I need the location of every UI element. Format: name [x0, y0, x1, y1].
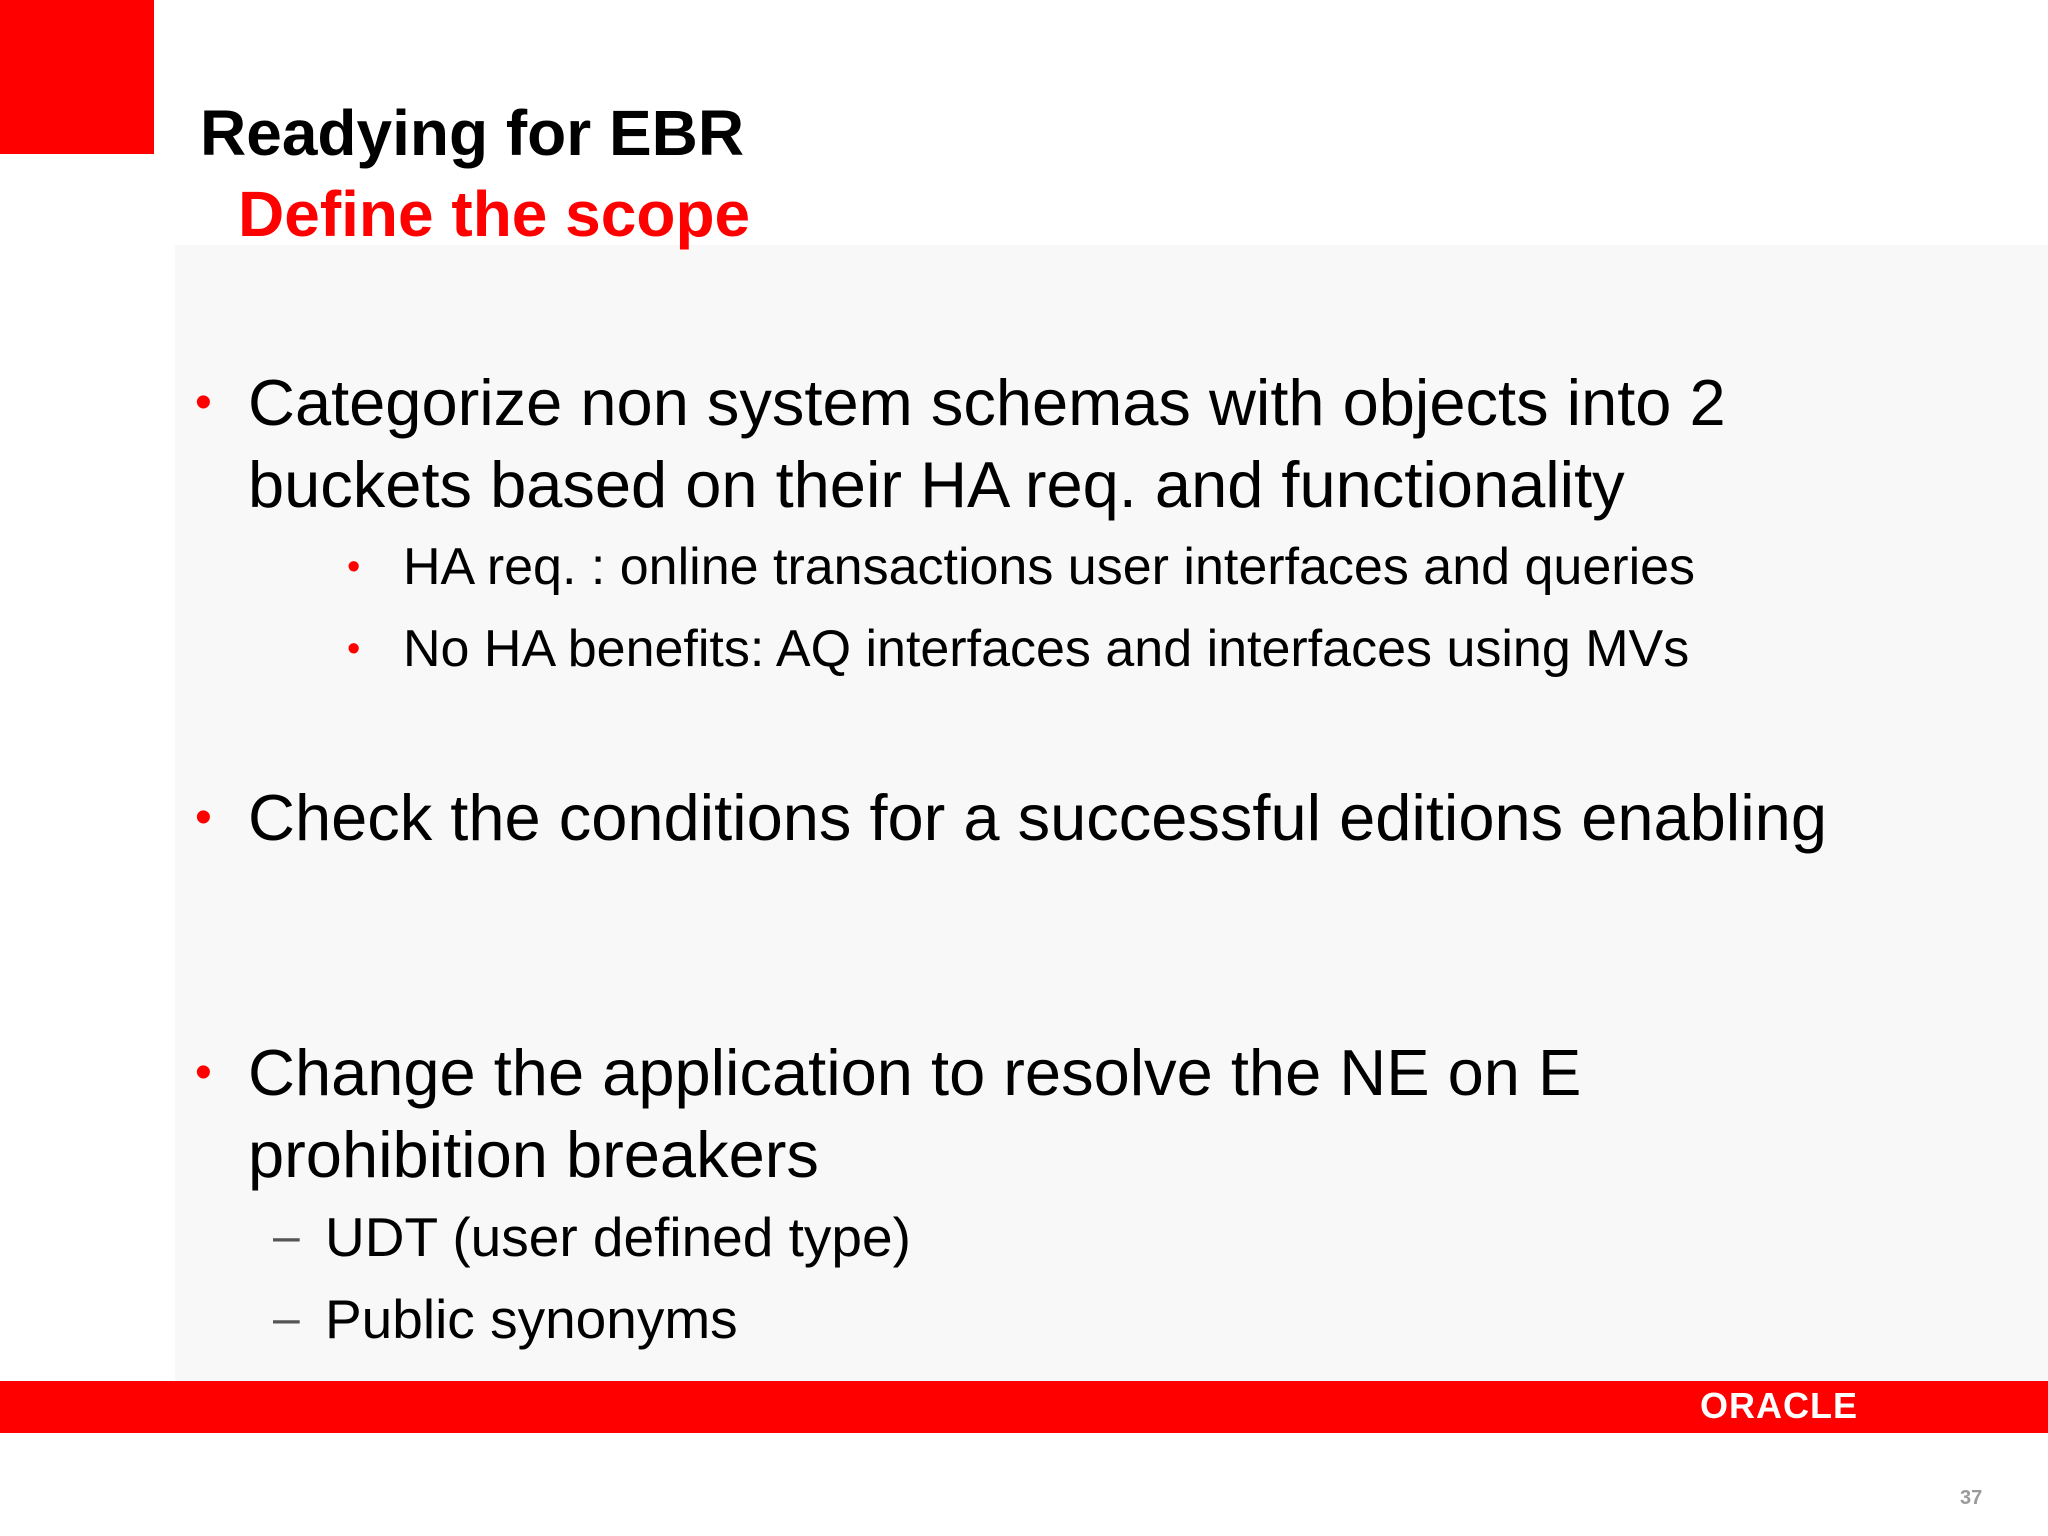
sub-bullet-item — [195, 526, 1845, 608]
dash-bullet-text: UDT (user defined type) — [325, 1206, 911, 1268]
dash-marker: – — [273, 1292, 300, 1345]
sub-bullet-item — [195, 608, 1845, 690]
corner-accent — [0, 0, 154, 154]
bullet-text: Change the application to resolve the NE on E prohibition breakers — [248, 1036, 1582, 1191]
dash-bullet-item — [195, 1278, 1845, 1360]
bullet-item — [195, 362, 1845, 526]
bullet-text: Categorize non system schemas with objects into 2 buckets based on their HA req. and functionality — [248, 366, 1726, 521]
sub-bullet-list — [195, 526, 1845, 690]
sub-bullet-text: HA req. : online transactions user interfaces and queries — [403, 538, 1696, 596]
dash-marker: – — [273, 1210, 300, 1263]
dash-bullet-text: Public synonyms — [325, 1288, 738, 1350]
sub-bullet-marker: • — [347, 546, 361, 588]
footer-bar — [0, 1381, 2048, 1433]
bullet-group-change — [195, 1032, 1845, 1360]
bullet-marker: • — [195, 1046, 212, 1099]
slide-subtitle: Define the scope — [238, 178, 751, 250]
page-number: 37 — [1960, 1487, 1983, 1509]
bullet-text: Check the conditions for a successful editions enabling — [248, 781, 1827, 854]
bullet-group-check — [195, 777, 1845, 859]
bullet-group-categorize — [195, 362, 1845, 690]
sub-bullet-marker: • — [347, 628, 361, 670]
oracle-logo-text: ORACLE — [1700, 1387, 1858, 1426]
sub-bullet-text: No HA benefits: AQ interfaces and interfaces using MVs — [403, 620, 1690, 678]
slide-title: Readying for EBR — [200, 97, 745, 169]
bullet-marker: • — [195, 376, 212, 429]
bullet-item — [195, 777, 1845, 859]
oracle-logo-icon — [1700, 1387, 1920, 1427]
bullet-item — [195, 1032, 1845, 1196]
bullet-marker: • — [195, 791, 212, 844]
dash-bullet-item — [195, 1196, 1845, 1278]
